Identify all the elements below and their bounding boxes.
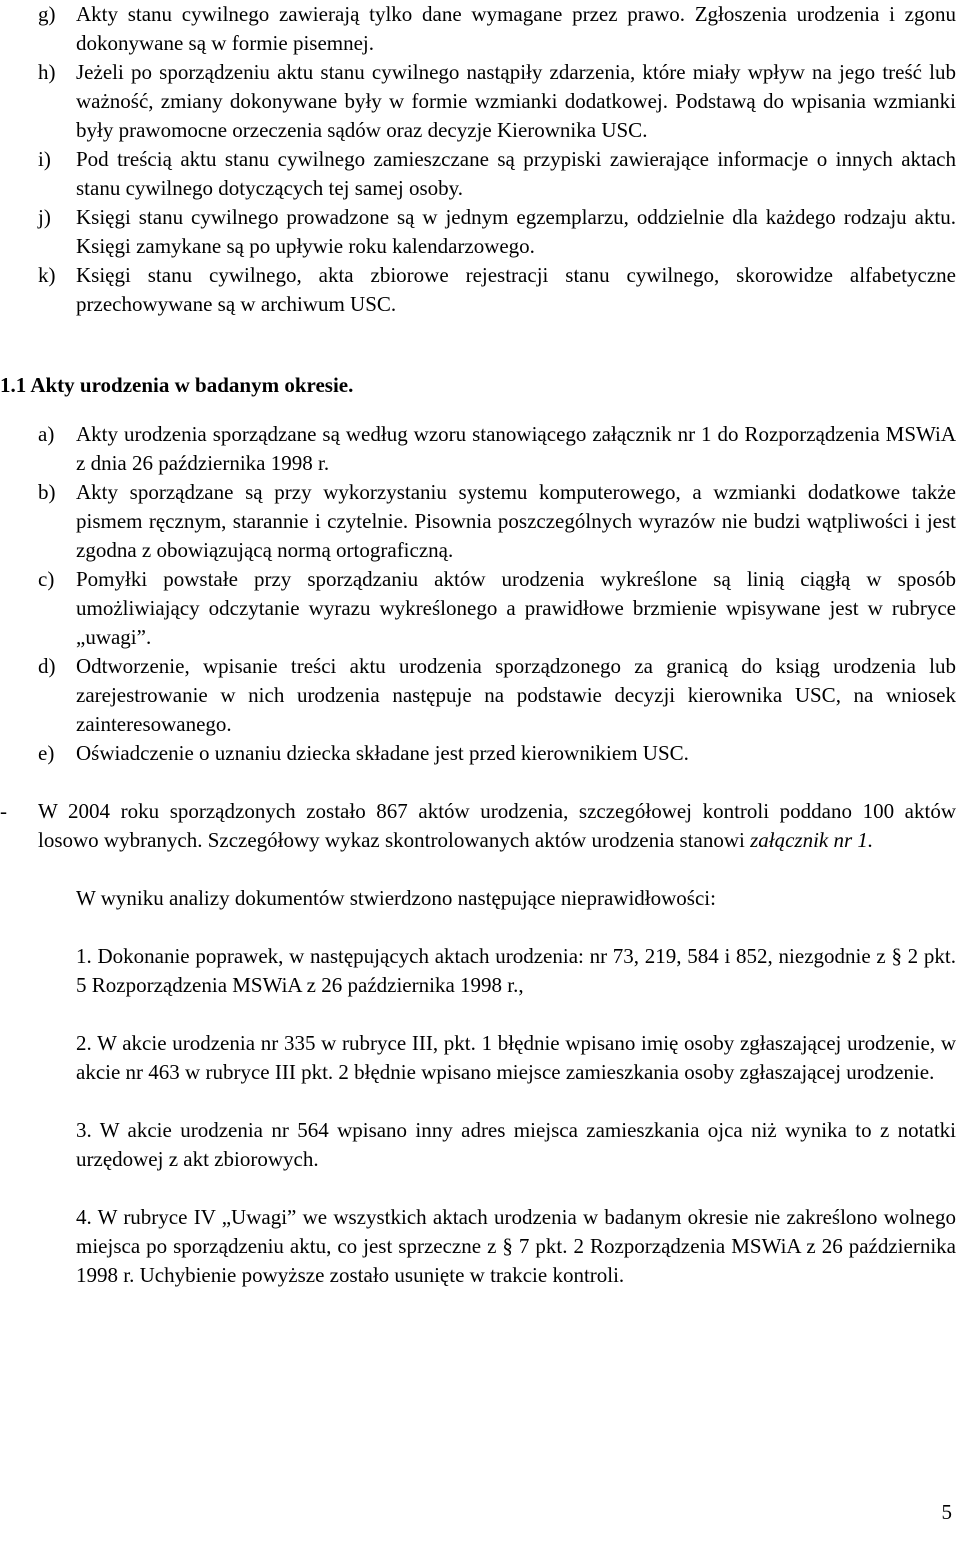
list-marker: e) [38, 741, 55, 765]
list-item-k [38, 261, 956, 319]
list-marker: b) [38, 480, 56, 504]
page-number: 5 [941, 1500, 952, 1524]
list-item-text: Akty stanu cywilnego zawierają tylko dane wymagane przez prawo. Zgłoszenia urodzenia i zgonu dokonywane są w formie pisemnej. [76, 2, 956, 55]
list-item-text: Księgi stanu cywilnego prowadzone są w jednym egzemplarzu, oddzielnie dla każdego rodzaju aktu. Księgi zamykane są po upływie roku kalendarzowego. [76, 205, 956, 258]
list-item-i [38, 145, 956, 203]
list-item-text: Jeżeli po sporządzeniu aktu stanu cywilnego nastąpiły zdarzenia, które miały wpływ na jego treść lub ważność, zmiany dokonywane były w formie wzmianki dodatkowej. Podstawą do wpisania wzmianki były prawomocne orzeczenia sądów oraz decyzje Kierownika USC. [76, 60, 956, 142]
finding-item-4: 4. W rubryce IV „Uwagi” we wszystkich aktach urodzenia w badanym okresie nie zakreślono wolnego miejsca po sporządzeniu aktu, co jest sprzeczne z § 7 pkt. 2 Rozporządzenia MSWiA z 26 października 1998 r. Uchybienie powyższe zostało usunięte w trakcie kontroli. [76, 1205, 956, 1287]
findings-intro: W wyniku analizy dokumentów stwierdzono następujące nieprawidłowości: [76, 886, 716, 910]
list-item-g [38, 0, 956, 58]
list-item-text: Księgi stanu cywilnego, akta zbiorowe rejestracji stanu cywilnego, skorowidze alfabetyczne przechowywane są w archiwum USC. [76, 263, 956, 316]
list-marker: g) [38, 2, 56, 26]
section-heading: 1.1 Akty urodzenia w badanym okresie. [0, 373, 354, 397]
list-item-j [38, 203, 956, 261]
list-item-text: Odtworzenie, wpisanie treści aktu urodzenia sporządzonego za granicą do ksiąg urodzenia lub zarejestrowanie w nich urodzenia następuje na podstawie decyzji kierownika USC, na wniosek zainteresowanego. [76, 654, 956, 736]
summary-text [38, 797, 956, 855]
list-item-b [38, 478, 956, 565]
summary-text-main: W 2004 roku sporządzonych zostało 867 aktów urodzenia, szczegółowej kontroli poddano 100 aktów losowo wybranych. Szczegółowy wykaz skontrolowanych aktów urodzenia stanowi [38, 799, 956, 852]
list-marker: k) [38, 263, 56, 287]
list-item-c [38, 565, 956, 652]
list-item-text: Oświadczenie o uznaniu dziecka składane jest przed kierownikiem USC. [76, 741, 689, 765]
list-item-a [38, 420, 956, 478]
list-item-text: Pomyłki powstałe przy sporządzaniu aktów urodzenia wykreślone są linią ciągłą w sposób umożliwiający odczytanie wyrazu wykreślonego a prawidłowe brzmienie wpisywane jest w rubryce „uwagi”. [76, 567, 956, 649]
attachment-reference: załącznik nr 1. [750, 828, 874, 852]
finding-item-2: 2. W akcie urodzenia nr 335 w rubryce III, pkt. 1 błędnie wpisano imię osoby zgłaszającej urodzenie, w akcie nr 463 w rubryce III pkt. 2 błędnie wpisano miejsce zamieszkania osoby zgłaszającej urodzenie. [76, 1031, 956, 1084]
list-item-text: Akty sporządzane są przy wykorzystaniu systemu komputerowego, a wzmianki dodatkowe także pismem ręcznym, starannie i czytelnie. Pisownia poszczególnych wyrazów nie budzi wątpliwości i jest zgodna z obowiązującą normą ortograficzną. [76, 480, 956, 562]
list-marker: h) [38, 60, 56, 84]
list-marker: j) [38, 205, 51, 229]
list-item-e [38, 739, 956, 768]
list-item-h [38, 58, 956, 145]
list-marker: c) [38, 567, 55, 591]
list-item-text: Pod treścią aktu stanu cywilnego zamieszczane są przypiski zawierające informacje o innych aktach stanu cywilnego dotyczących tej samej osoby. [76, 147, 956, 200]
list-continued [38, 0, 956, 319]
list-item-d [38, 652, 956, 739]
list-marker: a) [38, 422, 55, 446]
list-marker: i) [38, 147, 51, 171]
list-item-text: Akty urodzenia sporządzane są według wzoru stanowiącego załącznik nr 1 do Rozporządzenia MSWiA z dnia 26 października 1998 r. [76, 422, 956, 475]
list-birth-records [38, 420, 956, 768]
summary-dash-item [0, 797, 956, 855]
dash-marker: - [0, 799, 7, 823]
finding-item-1: 1. Dokonanie poprawek, w następujących aktach urodzenia: nr 73, 219, 584 i 852, niezgodnie z § 2 pkt. 5 Rozporządzenia MSWiA z 26 października 1998 r., [76, 944, 956, 997]
list-marker: d) [38, 654, 56, 678]
finding-item-3: 3. W akcie urodzenia nr 564 wpisano inny adres miejsca zamieszkania ojca niż wynika to z notatki urzędowej z akt zbiorowych. [76, 1118, 956, 1171]
